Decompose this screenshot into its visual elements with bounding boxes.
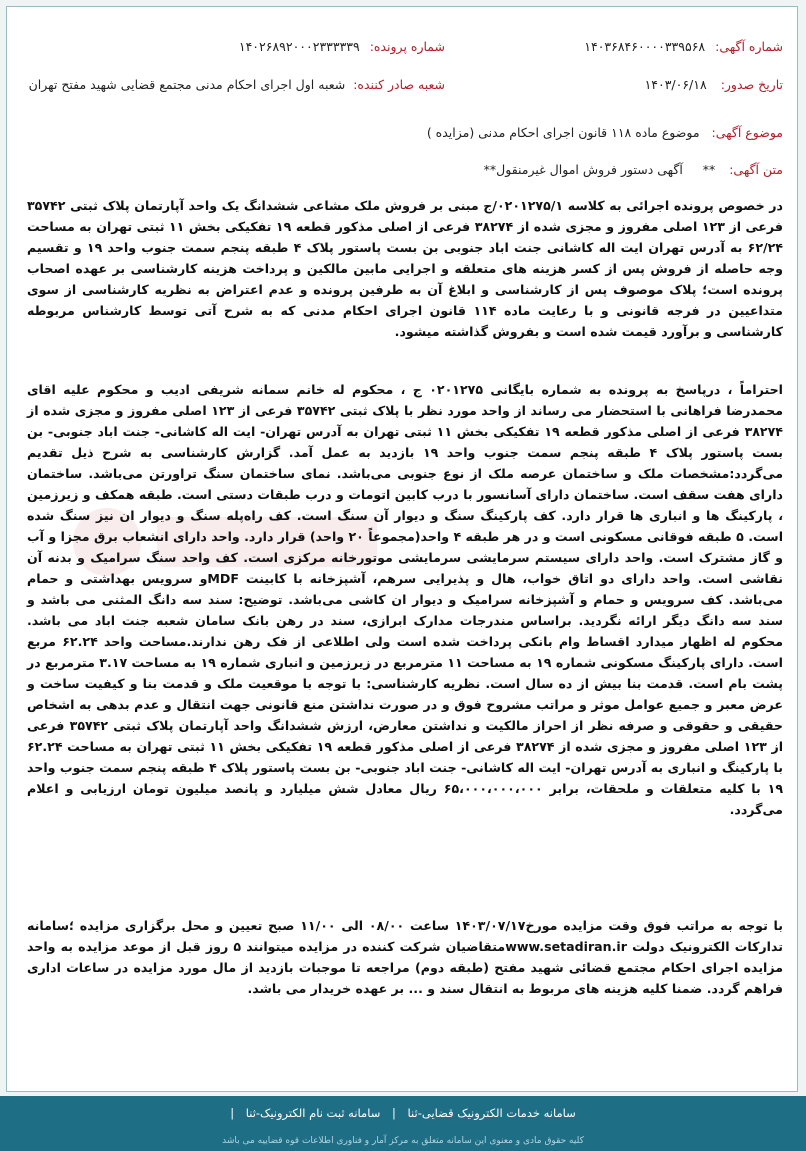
issue-date-row xyxy=(645,77,783,92)
text-title-row xyxy=(484,162,783,177)
subject: موضوع ماده ۱۱۸ قانون اجرای احکام مدنی (مزایده ) xyxy=(426,125,700,140)
issue-date-label: تاریخ صدور: xyxy=(720,77,783,92)
text-title: ** آگهی دستور فروش اموال غیرمنقول** xyxy=(483,162,716,177)
subject-row xyxy=(427,125,783,140)
issuer-row xyxy=(29,77,445,92)
notice-card xyxy=(6,6,798,1092)
ad-number: ۱۴۰۳۶۸۴۶۰۰۰۰۳۳۹۵۶۸ xyxy=(584,39,706,54)
issue-date: ۱۴۰۳/۰۶/۱۸ xyxy=(644,77,707,92)
paragraph-auction-details: با توجه به مراتب فوق وقت مزایده مورخ۱۴۰۳/۰۷/۱۷ ساعت ۰۸/۰۰ الی ۱۱/۰۰ صبح تعیین و محل برگزاری مزایده ؛سامانه تدارکات الکترونیک دولت www.setadiran.irمتقاضیان شرکت کننده در مزایده میتوانند ۵ روز قبل از موعد مزایده به واحد مزایده اجرای احکام مجتمع قضائی شهید مفتح (طبقه دوم) مراجعه تا موجبات بازدید از مال مورد مزایده در ساعات اداری فراهم گردد. ضمنا کلیه هزینه های مربوط به انتقال سند و ... بر عهده خریدار می باشد. xyxy=(27,918,783,996)
footer-link-sana-services[interactable]: سامانه خدمات الکترونیک قضایی-ثنا xyxy=(407,1106,576,1120)
case-number-label: شماره پرونده: xyxy=(369,39,445,54)
issuer-label: شعبه صادر کننده: xyxy=(353,77,445,92)
footer-separator: | xyxy=(392,1106,396,1120)
site-footer xyxy=(0,1096,806,1151)
paragraph-expert-report: احتراماً ، درپاسخ به پرونده به شماره بایگانی ۰۲۰۱۲۷۵ ج ، محکوم له خانم سمانه شریفی ادیب و محکوم علیه اقای محمدرضا فراهانی با استحضار می رساند از واحد مورد نظر با پلاک ثبتی ۳۵۷۴۲ فرعی از ۱۲۳ اصلی مفروز و مجزی شده از ۳۸۲۷۴ فرعی از اصلی مذکور قطعه ۱۹ تفکیکی بخش ۱۱ ثبتی تهران به آدرس تهران- ایت اله کاشانی- جنت اباد جنوبی- بن بست پاستور پلاک ۴ طبقه پنجم سمت جنوب واحد ۱۹ بازدید به عمل آمد. گزارش کارشناسی به شرح ذیل تقدیم می‌گردد:مشخصات ملک و ساختمان عرصه ملک از نوع جنوبی می‌باشد. نمای ساختمان سنگ تراورتن می‌باشد. ساختمان دارای هفت سقف است. ساختمان دارای آسانسور با درب کابین اتومات و درب طبقات دستی است. طبقه همکف و زیرزمین ، پارکینگ ها و انباری ها قرار دارد. کف پارکینگ سنگ و دیوار آن سنگ است. کف راه‌پله سنگ و دیوار ان نیز سنگ شده است. ۵ طبقه فوقانی مسکونی است و در هر طبقه ۴ واحد(مجموعاً ۲۰ واحد) قرار دارد. واحد دارای انشعاب برق مجزا و آب و گاز مشترک است. واحد دارای سیستم سرمایشی سرمایشی موتورخانه مرکزی است. کف واحد سنگ سرامیک و بدنه آن نقاشی است. واحد دارای دو اتاق خواب، هال و پذیرایی سرهم، آشپزخانه با کابینت MDFو سرویس بهداشتی و حمام می‌باشد. کف سرویس و حمام و آشپزخانه سرامیک و دیوار ان کاشی می‌باشد. توضیح: سند سه دانگ المثنی می باشد و سند سه دانگ دیگر ارائه نگردید. براساس مندرجات مدارک ابرازی، سند در رهن بانک سامان شعبه جنت اباد می باشد. محکوم له اظهار میدارد اقساط وام بانکی پرداخت شده است ولی اطلاعی از فک رهن ندارند.مساحت واحد ۶۲.۲۴ مربع است. دارای پارکینگ مسکونی شماره ۱۹ به مساحت ۱۱ مترمربع در زیرزمین و انباری شماره ۱۹ به مساحت ۳.۱۷ مترمربع در پشت بام است. قدمت بنا بیش از ده سال است. نظریه کارشناسی: با توجه با موقعیت ملک و قدمت بنا و کیفیت ساخت و عرض معبر و جمیع عوامل موثر و مراتب مشروح فوق و در صورت نداشتن منع قانونی جهت انتقال و عدم بدهی به اشخاص حقیقی و حقوقی و صرفه نظر از احراز مالکیت و نداشتن معارض، ارزش ششدانگ واحد آپارتمان پلاک ثبتی ۳۵۷۴۲ فرعی از ۱۲۳ اصلی مفروز و مجزی شده از ۳۸۲۷۴ فرعی از اصلی مذکور قطعه ۱۹ تفکیکی بخش ۱۱ ثبتی تهران به مساحت ۶۲.۲۴ با پارکینگ و انباری به آدرس تهران- ایت اله کاشانی- جنت اباد جنوبی- بن بست پاستور پلاک ۴ طبقه پنجم سمت جنوب واحد ۱۹ با کلیه متعلقات و ملحقات، برابر ۶۵،۰۰۰،۰۰۰،۰۰۰ ریال معادل شش میلیارد و پانصد میلیون تومان ارزیابی و اعلام می‌گردد. xyxy=(27,382,784,817)
footer-separator-end: | xyxy=(230,1106,235,1120)
footer-link-sana-registration[interactable]: سامانه ثبت نام الکترونیک-ثنا xyxy=(245,1106,381,1120)
subject-label: موضوع آگهی: xyxy=(711,125,783,140)
footer-rights: کلیه حقوق مادی و معنوی این سامانه متعلق به مرکز آمار و فناوری اطلاعات قوه قضاییه می باشد xyxy=(222,1136,584,1146)
ad-number-row xyxy=(584,39,783,54)
paragraph-intro: در خصوص پرونده اجرائی به کلاسه ۰۲۰۱۲۷۵/۱/ج مبنی بر فروش ملک مشاعی ششدانگ یک واحد آپارتمان پلاک ثبتی ۳۵۷۴۲ فرعی از ۱۲۳ اصلی مفروز و مجزی شده از ۳۸۲۷۴ فرعی از اصلی مذکور قطعه ۱۹ تفکیکی بخش ۱۱ ثبتی تهران به مساحت ۶۲/۲۴ به آدرس تهران ایت اله کاشانی جنت اباد جنوبی بن بست پاستور پلاک ۴ طبقه پنجم سمت جنوب واحد ۱۹ و تقسیم وجه حاصله از فروش پس از کسر هزینه های متعلقه و اجرایی مابین مالکین و پرداخت هزینه کارشناسی بر عهده اصحاب پرونده است؛ پلاک موصوف پس از کارشناسی و ابلاغ آن به طرفین پرونده و عدم اعتراض به نظریه کارشناسی از سوی متداعیین در فرجه قانونی و با رعایت ماده ۱۱۴ قانون اجرای احکام مدنی که به شرح آتی توسط کارشناس مربوطه کارشناسی و برآورد قیمت شده است و بفروش گذاشته میشود. xyxy=(27,198,783,339)
case-number: ۱۴۰۲۶۸۹۲۰۰۰۲۳۳۳۳۳۹ xyxy=(238,39,360,54)
issuer: شعبه اول اجرای احکام مدنی مجتمع قضایی شهید مفتح تهران xyxy=(28,77,346,92)
footer-links xyxy=(0,1106,806,1120)
ad-number-label: شماره آگهی: xyxy=(715,39,783,54)
text-label: متن آگهی: xyxy=(729,162,783,177)
case-number-row xyxy=(239,39,445,54)
